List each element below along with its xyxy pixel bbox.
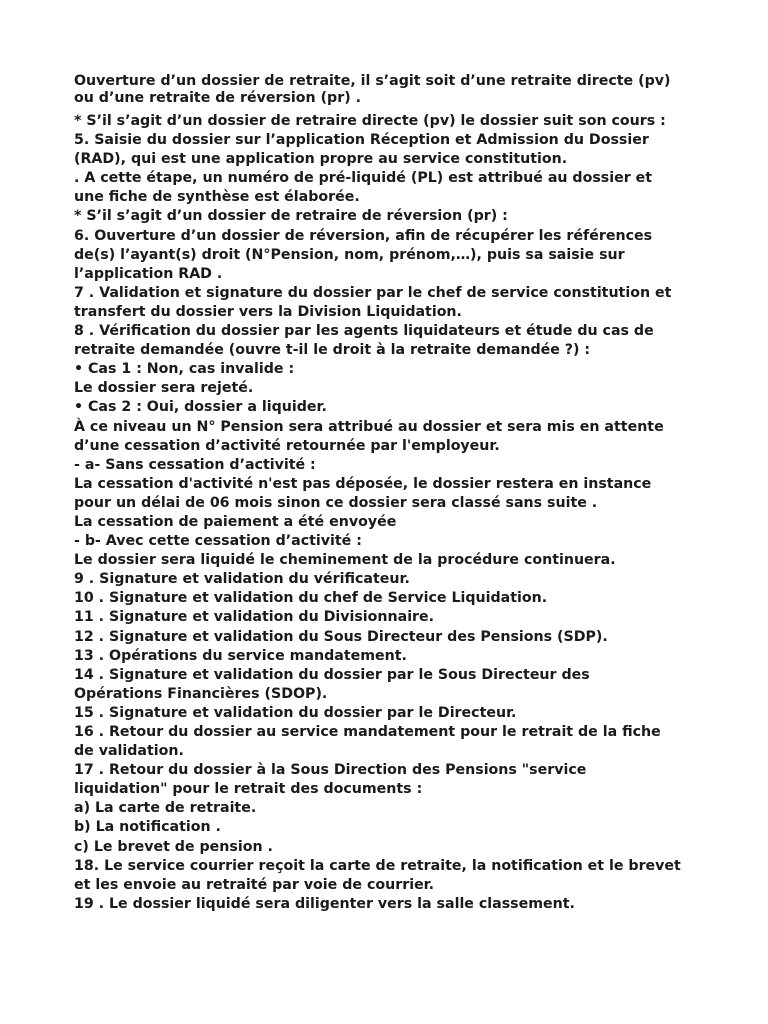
text-line: La cessation d'activité n'est pas déposée, le dossier restera en instance bbox=[74, 475, 652, 492]
text-line: 9 . Signature et validation du vérificateur. bbox=[74, 571, 410, 588]
text-line: Le dossier sera liquidé le cheminement de la procédure continuera. bbox=[74, 552, 616, 569]
text-line: 5. Saisie du dossier sur l’application Réception et Admission du Dossier bbox=[74, 132, 649, 149]
text-line: 11 . Signature et validation du Divisionnaire. bbox=[74, 609, 435, 626]
text-line: • Cas 2 : Oui, dossier a liquider. bbox=[74, 399, 327, 416]
text-line: 19 . Le dossier liquidé sera diligenter vers la salle classement. bbox=[74, 895, 575, 912]
text-line: 10 . Signature et validation du chef de Service Liquidation. bbox=[74, 590, 548, 607]
text-line: À ce niveau un N° Pension sera attribué au dossier et sera mis en attente bbox=[74, 418, 664, 435]
text-line: c) Le brevet de pension . bbox=[74, 838, 273, 855]
text-line: de(s) l’ayant(s) droit (N°Pension, nom, prénom,…), puis sa saisie sur bbox=[74, 246, 625, 263]
text-line: de validation. bbox=[74, 743, 184, 760]
text-line: une fiche de synthèse est élaborée. bbox=[74, 189, 360, 206]
text-line: La cessation de paiement a été envoyée bbox=[74, 513, 397, 530]
text-line: - a- Sans cessation d’activité : bbox=[74, 456, 316, 473]
intro-line: Ouverture d’un dossier de retraite, il s’agit soit d’une retraite directe (pv) bbox=[74, 73, 671, 89]
text-line: 8 . Vérification du dossier par les agents liquidateurs et étude du cas de bbox=[74, 323, 654, 340]
text-line: Le dossier sera rejeté. bbox=[74, 380, 254, 397]
text-line: et les envoie au retraité par voie de courrier. bbox=[74, 876, 435, 893]
text-line: transfert du dossier vers la Division Liquidation. bbox=[74, 303, 462, 320]
text-line: 6. Ouverture d’un dossier de réversion, afin de récupérer les références bbox=[74, 227, 653, 244]
text-line: (RAD), qui est une application propre au service constitution. bbox=[74, 151, 568, 168]
text-line: liquidation" pour le retrait des documents : bbox=[74, 781, 423, 798]
text-line: 13 . Opérations du service mandatement. bbox=[74, 647, 407, 664]
text-line: 17 . Retour du dossier à la Sous Direction des Pensions "service bbox=[74, 762, 587, 779]
text-line: 18. Le service courrier reçoit la carte de retraite, la notification et le brevet bbox=[74, 857, 681, 874]
text-line: b) La notification . bbox=[74, 819, 221, 836]
text-line: pour un délai de 06 mois sinon ce dossier sera classé sans suite . bbox=[74, 494, 598, 511]
text-line: 16 . Retour du dossier au service mandatement pour le retrait de la fiche bbox=[74, 724, 661, 740]
text-line: * S’il s’agit d’un dossier de retraire de réversion (pr) : bbox=[74, 208, 508, 225]
text-line: d’une cessation d’activité retournée par l'employeur. bbox=[74, 437, 500, 454]
text-line: . A cette étape, un numéro de pré-liquidé (PL) est attribué au dossier et bbox=[74, 170, 653, 187]
procedure-steps bbox=[74, 112, 728, 914]
text-line: 12 . Signature et validation du Sous Directeur des Pensions (SDP). bbox=[74, 628, 608, 645]
text-line: 7 . Validation et signature du dossier par le chef de service constitution et bbox=[74, 284, 672, 301]
text-line: * S’il s’agit d’un dossier de retraire directe (pv) le dossier suit son cours : bbox=[74, 113, 666, 129]
text-line: - b- Avec cette cessation d’activité : bbox=[74, 533, 362, 550]
text-line: 15 . Signature et validation du dossier par le Directeur. bbox=[74, 704, 517, 721]
text-line: Opérations Financières (SDOP). bbox=[74, 685, 328, 702]
text-line: retraite demandée (ouvre t-il le droit à la retraite demandée ?) : bbox=[74, 342, 591, 359]
text-line: l’application RAD . bbox=[74, 265, 223, 282]
text-line: a) La carte de retraite. bbox=[74, 800, 257, 817]
text-line: • Cas 1 : Non, cas invalide : bbox=[74, 361, 295, 378]
text-line: 14 . Signature et validation du dossier par le Sous Directeur des bbox=[74, 666, 590, 683]
intro-paragraph bbox=[74, 73, 728, 107]
intro-line: ou d’une retraite de réversion (pr) . bbox=[74, 90, 362, 106]
